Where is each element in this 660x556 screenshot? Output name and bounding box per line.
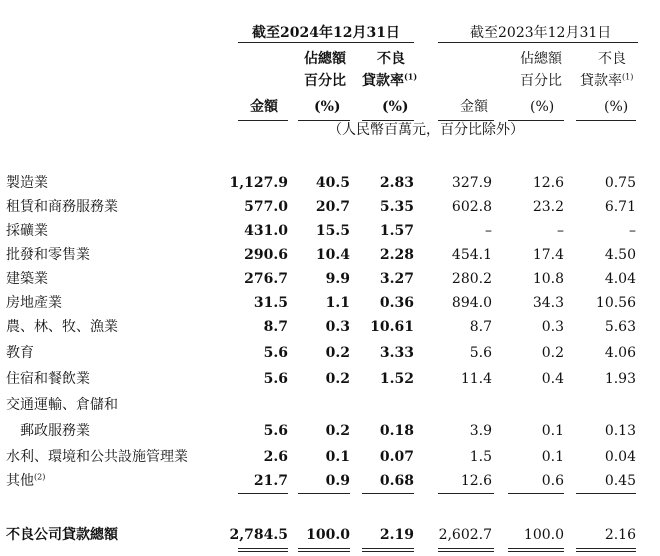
amount-2024-cell: 31.5 <box>253 295 288 311</box>
subtotal-rule-a24 <box>238 493 288 494</box>
total-rule-p24 <box>298 548 350 549</box>
amount-2024-cell: 21.7 <box>253 473 288 489</box>
pct-2023-cell: 0.3 <box>541 319 564 335</box>
amount-2023-header: 金額 <box>460 99 488 115</box>
pct-2023-cell: 0.4 <box>541 371 564 387</box>
pct-2023-header-line1: 佔總額 <box>520 51 562 67</box>
total-rule-a23 <box>438 548 494 549</box>
amount-2024-cell: 1,127.9 <box>229 175 288 191</box>
npl-2023-cell: – <box>629 223 636 239</box>
amount-2024-cell: 8.7 <box>263 319 288 335</box>
npl-2024-cell: 0.36 <box>379 295 414 311</box>
row-label: 水利、環境和公共設施管理業 <box>6 449 188 465</box>
npl-2023-header-line2: 貸款率$^{(1)}$ <box>580 72 634 89</box>
pct-2023-cell: 0.1 <box>541 423 564 439</box>
total-npl-2024: 2.19 <box>379 527 414 543</box>
amount-2023-cell: 8.7 <box>469 319 492 335</box>
total-label: 不良公司貸款總額 <box>6 527 118 543</box>
row-label: 採礦業 <box>6 223 48 239</box>
total-rule2-n23 <box>576 551 636 552</box>
npl-2024-header-line2: 貸款率$^{(1)}$ <box>362 71 418 89</box>
period-2024-title: 截至2024年12月31日 <box>252 25 400 41</box>
total-rule2-a24 <box>238 551 288 552</box>
pct-2023-cell: 10.8 <box>532 271 564 287</box>
row-label-continued: 郵政服務業 <box>20 423 90 439</box>
subtotal-rule-n23 <box>576 493 636 494</box>
amount-2023-cell: 3.9 <box>469 423 492 439</box>
total-rule2-a23 <box>438 551 494 552</box>
pct-2023-cell: 0.6 <box>541 473 564 489</box>
total-rule2-p24 <box>298 551 350 552</box>
total-rule2-n24 <box>362 551 414 552</box>
row-label: 其他$^{(2)}$ <box>6 472 46 489</box>
pct-2023-header-line2: 百分比 <box>520 73 562 89</box>
npl-2024-cell: 1.57 <box>379 223 414 239</box>
amount-2023-cell: 280.2 <box>451 271 492 287</box>
row-label: 批發和零售業 <box>6 247 90 263</box>
amount-2023-cell: 602.8 <box>451 199 492 215</box>
total-amount-2024: 2,784.5 <box>229 527 288 543</box>
pct-2023-cell: – <box>557 223 564 239</box>
row-label: 農、林、牧、漁業 <box>6 319 118 335</box>
npl-2023-cell: 4.06 <box>604 345 636 361</box>
npl-2024-unit: (%) <box>382 99 409 115</box>
total-rule-n24 <box>362 548 414 549</box>
pct-2024-cell: 20.7 <box>315 199 350 215</box>
total-rule-p23 <box>508 548 564 549</box>
amount-2024-cell: 577.0 <box>244 199 288 215</box>
npl-2024-cell: 1.52 <box>379 371 414 387</box>
amount-2023-cell: 1.5 <box>469 449 492 465</box>
total-amount-2023: 2,602.7 <box>438 527 492 543</box>
total-npl-2023: 2.16 <box>604 527 636 543</box>
amount-2024-cell: 5.6 <box>263 345 288 361</box>
total-rule-n23 <box>576 548 636 549</box>
amount-2023-cell: 894.0 <box>451 295 492 311</box>
npl-2023-cell: 4.50 <box>604 247 636 263</box>
pct-2024-unit: (%) <box>314 99 341 115</box>
total-rule2-p23 <box>508 551 564 552</box>
amount-2024-cell: 276.7 <box>244 271 288 287</box>
pct-2023-cell: 23.2 <box>532 199 564 215</box>
total-pct-2024: 100.0 <box>306 527 350 543</box>
row-label: 房地產業 <box>6 295 62 311</box>
pct-2024-cell: 10.4 <box>315 247 350 263</box>
header-rule-a24 <box>238 120 288 121</box>
npl-2024-cell: 3.33 <box>379 345 414 361</box>
pct-2023-cell: 34.3 <box>532 295 564 311</box>
pct-2024-header-line2: 百分比 <box>304 73 346 89</box>
npl-2024-cell: 2.83 <box>379 175 414 191</box>
npl-2023-header-line1: 不良 <box>598 51 626 67</box>
subtotal-rule-n24 <box>362 493 414 494</box>
npl-2023-cell: 10.56 <box>595 295 636 311</box>
npl-2024-cell: 3.27 <box>379 271 414 287</box>
row-label: 住宿和餐飲業 <box>6 371 90 387</box>
amount-2024-cell: 5.6 <box>263 423 288 439</box>
footnote-ref: (2) <box>34 472 46 482</box>
pct-2024-cell: 40.5 <box>315 175 350 191</box>
row-label: 交通運輸、倉儲和 <box>6 397 118 413</box>
pct-2024-cell: 0.2 <box>325 345 350 361</box>
npl-2023-cell: 0.75 <box>604 175 636 191</box>
amount-2024-cell: 290.6 <box>244 247 288 263</box>
npl-2024-cell: 0.07 <box>379 449 414 465</box>
total-rule-a24 <box>238 548 288 549</box>
npl-2024-cell: 2.28 <box>379 247 414 263</box>
pct-2024-cell: 0.1 <box>325 449 350 465</box>
row-label: 租賃和商務服務業 <box>6 199 118 215</box>
unit-note: （人民幣百萬元，百分比除外） <box>328 122 524 138</box>
subtotal-rule-p24 <box>298 493 350 494</box>
amount-2023-cell: – <box>485 223 492 239</box>
row-label: 教育 <box>6 345 34 361</box>
header-rule-n23 <box>576 120 636 121</box>
period-2024-rule <box>238 42 414 43</box>
pct-2024-header-line1: 佔總額 <box>304 51 346 67</box>
pct-2024-cell: 0.2 <box>325 371 350 387</box>
period-2023-rule <box>438 42 638 43</box>
subtotal-rule-a23 <box>438 493 494 494</box>
row-label: 製造業 <box>6 175 48 191</box>
npl-2024-header-line1: 不良 <box>377 51 405 67</box>
npl-2023-cell: 0.45 <box>604 473 636 489</box>
pct-2024-cell: 0.3 <box>325 319 350 335</box>
pct-2024-cell: 1.1 <box>325 295 350 311</box>
amount-2023-cell: 11.4 <box>460 371 492 387</box>
amount-2024-cell: 5.6 <box>263 371 288 387</box>
npl-2024-cell: 0.68 <box>379 473 414 489</box>
amount-2023-cell: 12.6 <box>460 473 492 489</box>
amount-2024-cell: 2.6 <box>263 449 288 465</box>
npl-2023-cell: 5.63 <box>604 319 636 335</box>
row-label: 建築業 <box>6 271 48 287</box>
pct-2023-cell: 12.6 <box>532 175 564 191</box>
npl-2023-unit: (%) <box>604 99 629 115</box>
npl-2024-cell: 5.35 <box>379 199 414 215</box>
pct-2023-cell: 0.1 <box>541 449 564 465</box>
period-2023-title: 截至2023年12月31日 <box>470 25 612 41</box>
pct-2023-cell: 17.4 <box>532 247 564 263</box>
total-pct-2023: 100.0 <box>523 527 564 543</box>
pct-2023-cell: 0.2 <box>541 345 564 361</box>
npl-2024-cell: 10.61 <box>370 319 414 335</box>
pct-2024-cell: 0.2 <box>325 423 350 439</box>
pct-2024-cell: 9.9 <box>325 271 350 287</box>
subtotal-rule-p23 <box>508 493 564 494</box>
npl-2023-cell: 4.04 <box>604 271 636 287</box>
amount-2023-cell: 5.6 <box>469 345 492 361</box>
amount-2024-header: 金額 <box>250 99 278 115</box>
amount-2023-cell: 327.9 <box>451 175 492 191</box>
npl-2023-cell: 0.04 <box>604 449 636 465</box>
pct-2024-cell: 15.5 <box>315 223 350 239</box>
npl-2023-cell: 6.71 <box>604 199 636 215</box>
amount-2023-cell: 454.1 <box>451 247 492 263</box>
npl-2024-cell: 0.18 <box>379 423 414 439</box>
npl-2023-cell: 0.13 <box>604 423 636 439</box>
amount-2024-cell: 431.0 <box>244 223 288 239</box>
pct-2024-cell: 0.9 <box>325 473 350 489</box>
pct-2023-unit: (%) <box>530 99 555 115</box>
npl-2023-cell: 1.93 <box>604 371 636 387</box>
